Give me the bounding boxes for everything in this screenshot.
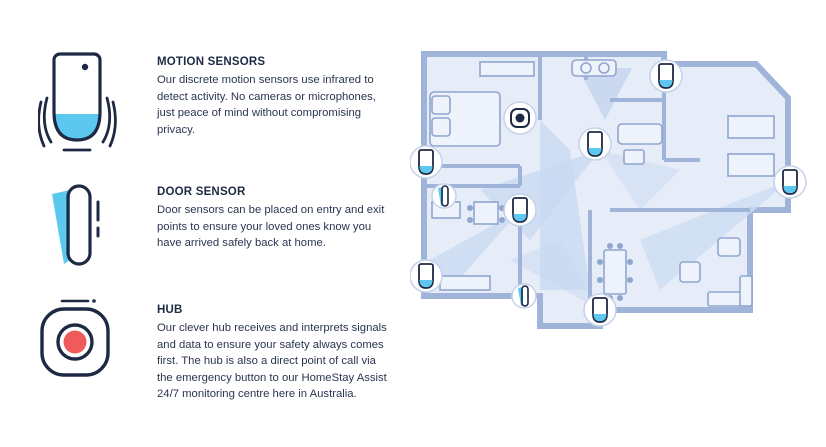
plan-motion-sensor-marker: [584, 294, 616, 326]
plan-hub-marker: [504, 102, 536, 134]
motion-sensors-description: Our discrete motion sensors use infrared to detect activity. No cameras or microphones, just peace of mind without compromising privacy.: [157, 74, 376, 136]
plan-motion-sensor-marker: [579, 128, 611, 160]
hub-icon: [38, 297, 118, 386]
plan-motion-sensor-marker: [774, 166, 806, 198]
door-sensor-description: Door sensors can be placed on entry and exit points to ensure your loved ones know you have arrived safely back at home.: [157, 204, 385, 249]
hub-title: HUB: [157, 304, 183, 316]
plan-motion-sensor-marker: [650, 60, 682, 92]
plan-motion-sensor-marker: [504, 194, 536, 226]
plan-door-sensor-marker: [512, 284, 536, 308]
plan-motion-sensor-marker: [410, 146, 442, 178]
motion-sensor-icon: [38, 50, 118, 159]
floor-plan-illustration: [410, 40, 810, 345]
hub-description: Our clever hub receives and interprets signals and data to ensure your safety always comes first. The hub is also a direct point of call via the emergency button to our HomeStay Assist 24/7 monitoring centre here in Australia.: [157, 322, 387, 400]
door-sensor-title: DOOR SENSOR: [157, 186, 246, 198]
plan-motion-sensor-marker: [410, 260, 442, 292]
plan-door-sensor-marker: [432, 184, 456, 208]
door-sensor-icon: [48, 180, 108, 275]
motion-sensors-title: MOTION SENSORS: [157, 56, 266, 68]
